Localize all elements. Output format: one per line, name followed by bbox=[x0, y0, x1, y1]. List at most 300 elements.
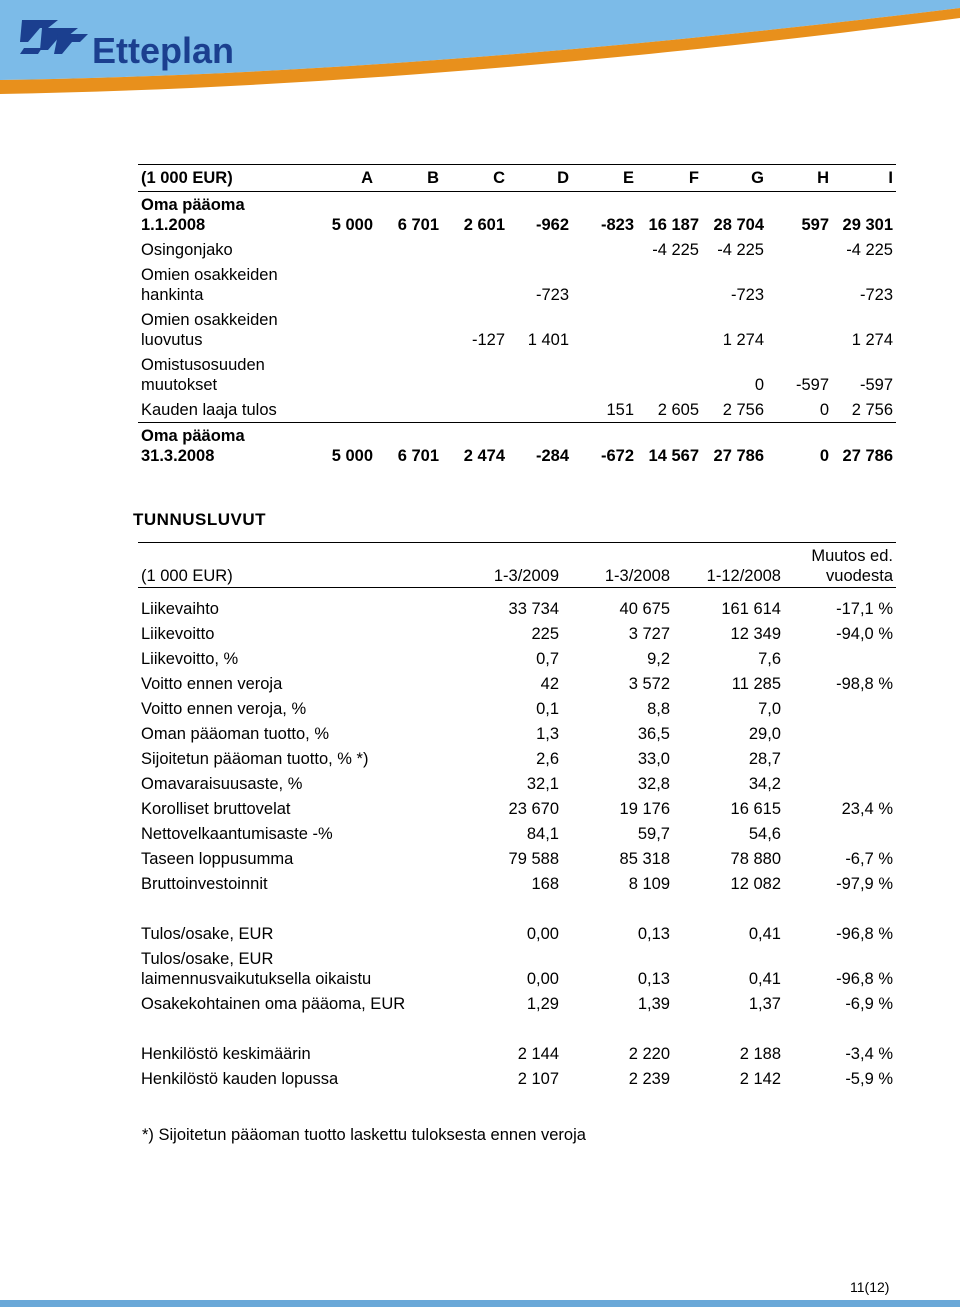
row-label-line: Osingonjako bbox=[141, 240, 233, 259]
value-cell bbox=[562, 771, 673, 796]
value-cell bbox=[562, 871, 673, 896]
value-cell bbox=[562, 596, 673, 621]
cell-text: 1-3/2009 bbox=[493, 567, 559, 585]
value-cell bbox=[376, 192, 442, 238]
row-label-line: Oma pääoma bbox=[141, 426, 245, 445]
cell-text: 23 670 bbox=[508, 799, 559, 818]
row-label-line: muutokset bbox=[141, 375, 218, 394]
value-cell bbox=[562, 796, 673, 821]
value-cell bbox=[562, 621, 673, 646]
row-label-line: hankinta bbox=[141, 285, 204, 304]
value-cell bbox=[637, 307, 702, 352]
row-label-line: Tulos/osake, EUR bbox=[141, 949, 274, 968]
value-cell bbox=[784, 671, 896, 696]
value-cell bbox=[673, 821, 784, 846]
value-cell bbox=[376, 262, 442, 307]
value-cell bbox=[562, 921, 673, 946]
cell-text: 19 176 bbox=[619, 799, 670, 818]
cell-text: 34,2 bbox=[748, 774, 781, 793]
cell-text: 8 109 bbox=[628, 874, 670, 893]
cell-text: 2 756 bbox=[851, 400, 893, 419]
etteplan-logo-icon bbox=[18, 14, 90, 62]
cell-text: Korolliset bruttovelat bbox=[141, 799, 291, 818]
cell-text: H bbox=[817, 169, 829, 187]
value-cell bbox=[702, 262, 767, 307]
cell-text: Voitto ennen veroja bbox=[141, 674, 283, 693]
value-cell bbox=[673, 721, 784, 746]
cell-text: 78 880 bbox=[730, 849, 781, 868]
value-cell bbox=[572, 192, 637, 238]
value-cell bbox=[308, 262, 376, 307]
column-header bbox=[138, 165, 308, 192]
cell-text: 36,5 bbox=[637, 724, 670, 743]
row-label-line: Omien osakkeiden bbox=[141, 310, 278, 329]
cell-text: 2 107 bbox=[517, 1069, 559, 1088]
value-cell bbox=[702, 307, 767, 352]
value-cell bbox=[767, 397, 832, 423]
value-cell bbox=[673, 671, 784, 696]
spacer-cell bbox=[138, 588, 896, 597]
value-cell bbox=[508, 352, 572, 397]
cell-text: -4 225 bbox=[717, 240, 764, 259]
cell-text: 0 bbox=[819, 446, 829, 465]
cell-text: 16 615 bbox=[730, 799, 781, 818]
cell-text: 9,2 bbox=[647, 649, 670, 668]
column-header bbox=[376, 165, 442, 192]
row-label bbox=[138, 871, 448, 896]
kpi-row bbox=[138, 721, 896, 746]
cell-text: -6,7 % bbox=[845, 849, 893, 868]
row-label bbox=[138, 991, 448, 1016]
page-number: 11(12) bbox=[850, 1279, 890, 1295]
equity-row bbox=[138, 307, 896, 352]
value-cell bbox=[673, 946, 784, 991]
value-cell bbox=[448, 921, 562, 946]
cell-text: 7,0 bbox=[758, 699, 781, 718]
cell-text: 33 734 bbox=[508, 599, 559, 618]
value-cell bbox=[448, 1041, 562, 1066]
column-header bbox=[832, 165, 896, 192]
cell-text: 33,0 bbox=[637, 749, 670, 768]
value-cell bbox=[767, 352, 832, 397]
value-cell bbox=[784, 921, 896, 946]
cell-text: -5,9 % bbox=[845, 1069, 893, 1088]
value-cell bbox=[508, 397, 572, 423]
cell-text: 2 188 bbox=[739, 1044, 781, 1063]
cell-text: 0,00 bbox=[526, 969, 559, 988]
row-label bbox=[138, 1066, 448, 1091]
cell-text: 0 bbox=[754, 375, 764, 394]
equity-header-row bbox=[138, 165, 896, 192]
value-cell bbox=[442, 352, 508, 397]
row-label-line: Kauden laaja tulos bbox=[141, 400, 277, 419]
value-cell bbox=[442, 423, 508, 469]
value-cell bbox=[508, 192, 572, 238]
value-cell bbox=[572, 307, 637, 352]
section-title: TUNNUSLUVUT bbox=[133, 510, 266, 529]
value-cell bbox=[784, 821, 896, 846]
value-cell bbox=[562, 821, 673, 846]
value-cell bbox=[572, 237, 637, 262]
cell-text: Liikevoitto bbox=[141, 624, 215, 643]
value-cell bbox=[572, 397, 637, 423]
cell-text: 11 285 bbox=[731, 674, 781, 693]
cell-text: -284 bbox=[535, 446, 569, 465]
value-cell bbox=[308, 397, 376, 423]
value-cell bbox=[702, 352, 767, 397]
row-label bbox=[138, 352, 308, 397]
cell-text: Voitto ennen veroja, % bbox=[141, 699, 307, 718]
cell-text: 59,7 bbox=[637, 824, 670, 843]
cell-text: 168 bbox=[531, 874, 559, 893]
value-cell bbox=[767, 307, 832, 352]
cell-text: 2 144 bbox=[517, 1044, 559, 1063]
cell-text: 2,6 bbox=[536, 749, 559, 768]
cell-text: G bbox=[751, 169, 764, 187]
value-cell bbox=[784, 871, 896, 896]
value-cell bbox=[442, 397, 508, 423]
cell-text: Tulos/osake, EUR bbox=[141, 924, 274, 943]
value-cell bbox=[376, 423, 442, 469]
value-cell bbox=[784, 991, 896, 1016]
value-cell bbox=[673, 796, 784, 821]
value-cell bbox=[308, 237, 376, 262]
column-header bbox=[138, 543, 448, 588]
value-cell bbox=[784, 621, 896, 646]
value-cell bbox=[448, 746, 562, 771]
value-cell bbox=[767, 237, 832, 262]
value-cell bbox=[448, 596, 562, 621]
cell-text: C bbox=[493, 169, 505, 187]
cell-text: 0,1 bbox=[536, 699, 559, 718]
value-cell bbox=[673, 746, 784, 771]
value-cell bbox=[562, 671, 673, 696]
value-cell bbox=[784, 796, 896, 821]
cell-text: 79 588 bbox=[508, 849, 559, 868]
value-cell bbox=[784, 771, 896, 796]
cell-text: 28,7 bbox=[748, 749, 781, 768]
cell-text: 85 318 bbox=[619, 849, 670, 868]
cell-text: 0,00 bbox=[526, 924, 559, 943]
cell-text: -96,8 % bbox=[836, 969, 893, 988]
column-header bbox=[308, 165, 376, 192]
cell-text: 29,0 bbox=[748, 724, 781, 743]
value-cell bbox=[376, 237, 442, 262]
cell-text: Omavaraisuusaste, % bbox=[141, 774, 303, 793]
value-cell bbox=[832, 352, 896, 397]
value-cell bbox=[448, 871, 562, 896]
kpi-row bbox=[138, 746, 896, 771]
column-header bbox=[562, 543, 673, 588]
row-label bbox=[138, 921, 448, 946]
cell-text: -597 bbox=[859, 375, 893, 394]
cell-text: 2 220 bbox=[628, 1044, 670, 1063]
kpi-row bbox=[138, 596, 896, 621]
value-cell bbox=[673, 921, 784, 946]
value-cell bbox=[562, 1041, 673, 1066]
cell-text: 6 701 bbox=[397, 215, 439, 234]
cell-text: 0,41 bbox=[748, 924, 781, 943]
cell-text: 3 572 bbox=[628, 674, 670, 693]
cell-text: 151 bbox=[606, 400, 634, 419]
cell-text: 2 601 bbox=[463, 215, 505, 234]
value-cell bbox=[767, 192, 832, 238]
value-cell bbox=[784, 1066, 896, 1091]
value-cell bbox=[448, 646, 562, 671]
cell-text: 84,1 bbox=[526, 824, 559, 843]
cell-text: B bbox=[427, 169, 439, 187]
row-label bbox=[138, 771, 448, 796]
value-cell bbox=[767, 262, 832, 307]
row-label bbox=[138, 621, 448, 646]
cell-text: Sijoitetun pääoman tuotto, % *) bbox=[141, 749, 369, 768]
cell-text: 5 000 bbox=[331, 446, 373, 465]
row-label bbox=[138, 237, 308, 262]
cell-text: 27 786 bbox=[713, 446, 764, 465]
cell-text: 7,6 bbox=[758, 649, 781, 668]
value-cell bbox=[562, 721, 673, 746]
row-label bbox=[138, 846, 448, 871]
cell-text: Muutos ed. bbox=[811, 547, 893, 565]
column-header bbox=[767, 165, 832, 192]
cell-text: 1,29 bbox=[526, 994, 559, 1013]
kpi-header-row bbox=[138, 543, 896, 588]
kpi-row bbox=[138, 771, 896, 796]
cell-text: (1 000 EUR) bbox=[141, 169, 233, 187]
value-cell bbox=[376, 397, 442, 423]
value-cell bbox=[637, 397, 702, 423]
cell-text: 161 614 bbox=[721, 599, 781, 618]
value-cell bbox=[448, 946, 562, 991]
value-cell bbox=[832, 397, 896, 423]
cell-text: 1,37 bbox=[748, 994, 781, 1013]
cell-text: 0,7 bbox=[536, 649, 559, 668]
column-header bbox=[702, 165, 767, 192]
value-cell bbox=[784, 596, 896, 621]
cell-text: 40 675 bbox=[619, 599, 670, 618]
kpi-row bbox=[138, 921, 896, 946]
value-cell bbox=[442, 307, 508, 352]
equity-row bbox=[138, 352, 896, 397]
row-label-line: luovutus bbox=[141, 330, 203, 349]
value-cell bbox=[572, 262, 637, 307]
cell-text: 2 474 bbox=[463, 446, 505, 465]
cell-text: Liikevaihto bbox=[141, 599, 219, 618]
value-cell bbox=[562, 1066, 673, 1091]
row-label bbox=[138, 307, 308, 352]
cell-text: Taseen loppusumma bbox=[141, 849, 294, 868]
row-label bbox=[138, 423, 308, 469]
value-cell bbox=[702, 397, 767, 423]
value-cell bbox=[562, 696, 673, 721]
value-cell bbox=[673, 696, 784, 721]
equity-table bbox=[138, 164, 896, 468]
value-cell bbox=[508, 237, 572, 262]
cell-text: -98,8 % bbox=[836, 674, 893, 693]
column-header bbox=[448, 543, 562, 588]
row-label-line: 31.3.2008 bbox=[141, 446, 215, 465]
kpi-row bbox=[138, 821, 896, 846]
row-label bbox=[138, 262, 308, 307]
value-cell bbox=[448, 771, 562, 796]
value-cell bbox=[832, 262, 896, 307]
row-label bbox=[138, 796, 448, 821]
row-label bbox=[138, 596, 448, 621]
kpi-row bbox=[138, 621, 896, 646]
cell-text: 14 567 bbox=[648, 446, 699, 465]
row-label bbox=[138, 696, 448, 721]
bottom-bar bbox=[0, 1300, 960, 1307]
value-cell bbox=[784, 946, 896, 991]
row-label bbox=[138, 397, 308, 423]
column-header bbox=[572, 165, 637, 192]
cell-text: 0,13 bbox=[637, 969, 670, 988]
value-cell bbox=[637, 352, 702, 397]
cell-text: -3,4 % bbox=[845, 1044, 893, 1063]
kpi-row bbox=[138, 646, 896, 671]
value-cell bbox=[637, 423, 702, 469]
row-label bbox=[138, 946, 448, 991]
footnote: *) Sijoitetun pääoman tuotto laskettu tuloksesta ennen veroja bbox=[142, 1126, 586, 1144]
value-cell bbox=[673, 621, 784, 646]
cell-text: -597 bbox=[795, 375, 829, 394]
cell-text: 12 082 bbox=[730, 874, 781, 893]
cell-text: 1 401 bbox=[527, 330, 569, 349]
cell-text: 2 239 bbox=[628, 1069, 670, 1088]
cell-text: E bbox=[622, 169, 634, 187]
spacer-cell bbox=[138, 896, 896, 921]
column-header bbox=[442, 165, 508, 192]
row-label bbox=[138, 721, 448, 746]
value-cell bbox=[832, 192, 896, 238]
cell-text: A bbox=[361, 169, 373, 187]
cell-text: 0,13 bbox=[637, 924, 670, 943]
value-cell bbox=[376, 307, 442, 352]
value-cell bbox=[784, 846, 896, 871]
cell-text: 0,41 bbox=[748, 969, 781, 988]
company-logo-text: Etteplan bbox=[92, 30, 235, 71]
cell-text: vuodesta bbox=[826, 567, 893, 585]
kpi-row bbox=[138, 871, 896, 896]
row-label-line: 1.1.2008 bbox=[141, 215, 206, 234]
cell-text: Nettovelkaantumisaste -% bbox=[141, 824, 333, 843]
value-cell bbox=[442, 192, 508, 238]
cell-text: D bbox=[557, 169, 569, 187]
value-cell bbox=[572, 352, 637, 397]
cell-text: 3 727 bbox=[628, 624, 670, 643]
value-cell bbox=[637, 192, 702, 238]
cell-text: 2 756 bbox=[722, 400, 764, 419]
value-cell bbox=[832, 307, 896, 352]
cell-text: I bbox=[888, 169, 893, 187]
value-cell bbox=[673, 846, 784, 871]
kpi-row bbox=[138, 946, 896, 991]
value-cell bbox=[562, 991, 673, 1016]
cell-text: 1,39 bbox=[637, 994, 670, 1013]
row-label bbox=[138, 192, 308, 238]
value-cell bbox=[308, 423, 376, 469]
kpi-row bbox=[138, 671, 896, 696]
value-cell bbox=[702, 423, 767, 469]
value-cell bbox=[637, 262, 702, 307]
cell-text: Osakekohtainen oma pääoma, EUR bbox=[141, 994, 406, 1013]
cell-text: 42 bbox=[540, 674, 559, 693]
cell-text: -723 bbox=[535, 285, 569, 304]
cell-text: F bbox=[688, 169, 699, 187]
cell-text: -823 bbox=[600, 215, 634, 234]
row-label bbox=[138, 821, 448, 846]
cell-text: Bruttoinvestoinnit bbox=[141, 874, 268, 893]
value-cell bbox=[673, 991, 784, 1016]
kpi-table bbox=[138, 542, 896, 1091]
cell-text: 1 274 bbox=[851, 330, 893, 349]
value-cell bbox=[767, 423, 832, 469]
value-cell bbox=[562, 946, 673, 991]
value-cell bbox=[308, 192, 376, 238]
value-cell bbox=[562, 646, 673, 671]
value-cell bbox=[442, 237, 508, 262]
kpi-row bbox=[138, 696, 896, 721]
spacer-row bbox=[138, 1016, 896, 1041]
cell-text: 1-3/2008 bbox=[604, 567, 670, 585]
cell-text: 1 274 bbox=[722, 330, 764, 349]
kpi-row bbox=[138, 796, 896, 821]
value-cell bbox=[308, 307, 376, 352]
value-cell bbox=[673, 871, 784, 896]
value-cell bbox=[562, 746, 673, 771]
cell-text: Liikevoitto, % bbox=[141, 649, 239, 668]
value-cell bbox=[784, 1041, 896, 1066]
kpi-row bbox=[138, 846, 896, 871]
cell-text: -962 bbox=[535, 215, 569, 234]
value-cell bbox=[448, 991, 562, 1016]
value-cell bbox=[784, 646, 896, 671]
cell-text: 6 701 bbox=[397, 446, 439, 465]
value-cell bbox=[508, 262, 572, 307]
value-cell bbox=[832, 237, 896, 262]
value-cell bbox=[448, 846, 562, 871]
value-cell bbox=[784, 696, 896, 721]
value-cell bbox=[673, 1066, 784, 1091]
cell-text: -672 bbox=[600, 446, 634, 465]
value-cell bbox=[448, 721, 562, 746]
value-cell bbox=[308, 352, 376, 397]
value-cell bbox=[508, 423, 572, 469]
cell-text: 28 704 bbox=[713, 215, 764, 234]
row-label-line: laimennusvaikutuksella oikaistu bbox=[141, 969, 372, 988]
cell-text: -723 bbox=[859, 285, 893, 304]
value-cell bbox=[448, 796, 562, 821]
cell-text: Henkilöstö keskimäärin bbox=[141, 1044, 311, 1063]
spacer-row bbox=[138, 588, 896, 597]
cell-text: 597 bbox=[801, 215, 829, 234]
column-header bbox=[784, 543, 896, 588]
cell-text: -17,1 % bbox=[836, 599, 893, 618]
kpi-row bbox=[138, 1041, 896, 1066]
cell-text: Oman pääoman tuotto, % bbox=[141, 724, 330, 743]
page-header bbox=[0, 0, 960, 100]
cell-text: -723 bbox=[730, 285, 764, 304]
value-cell bbox=[832, 423, 896, 469]
cell-text: 2 142 bbox=[739, 1069, 781, 1088]
equity-row bbox=[138, 397, 896, 423]
column-header bbox=[508, 165, 572, 192]
kpi-row bbox=[138, 1066, 896, 1091]
cell-text: 1,3 bbox=[536, 724, 559, 743]
value-cell bbox=[673, 596, 784, 621]
row-label bbox=[138, 646, 448, 671]
cell-text: 12 349 bbox=[730, 624, 781, 643]
